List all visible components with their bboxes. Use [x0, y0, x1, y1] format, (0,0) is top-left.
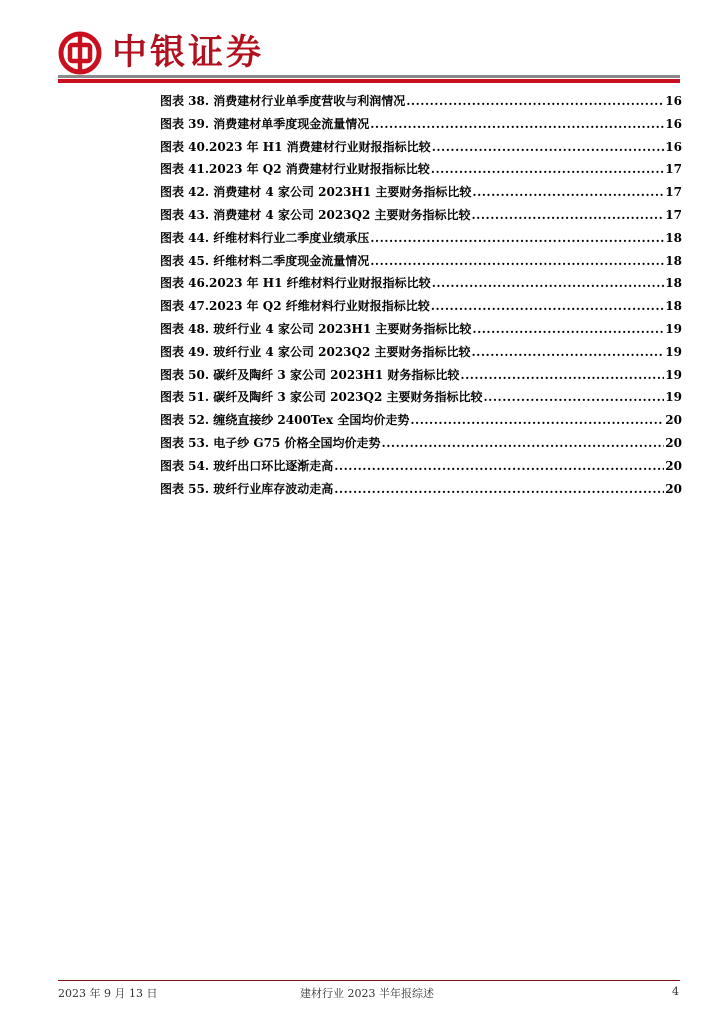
toc-entry-label: 图表 44. 纤维材料行业二季度业绩承压: [160, 230, 370, 245]
toc-entry-label: 图表 46.2023 年 H1 纤维材料行业财报指标比较: [160, 276, 431, 291]
toc-leader-dots: [431, 299, 665, 313]
toc-leader-dots: [472, 208, 665, 222]
toc-entry-page: 16: [665, 139, 682, 154]
toc-entry[interactable]: [160, 115, 682, 138]
figure-list: [160, 92, 682, 502]
toc-entry[interactable]: [160, 434, 682, 457]
toc-entry-page: 17: [665, 185, 682, 200]
toc-leader-dots: [382, 436, 665, 450]
toc-entry-label: 图表 53. 电子纱 G75 价格全国均价走势: [160, 435, 381, 450]
toc-entry[interactable]: [160, 320, 682, 343]
toc-entry-label: 图表 54. 玻纤出口环比逐渐走高: [160, 458, 334, 473]
toc-entry-page: 20: [665, 435, 682, 450]
toc-entry-page: 20: [665, 481, 682, 496]
toc-entry[interactable]: [160, 343, 682, 366]
toc-entry-label: 图表 42. 消费建材 4 家公司 2023H1 主要财务指标比较: [160, 185, 472, 200]
toc-entry[interactable]: [160, 138, 682, 161]
toc-entry[interactable]: [160, 229, 682, 252]
toc-leader-dots: [472, 345, 665, 359]
brand-name: 中银证券: [112, 33, 265, 73]
toc-entry-page: 19: [665, 344, 682, 359]
header-divider-gray: [58, 75, 680, 78]
toc-leader-dots: [410, 413, 664, 427]
toc-entry-page: 20: [665, 458, 682, 473]
toc-leader-dots: [370, 231, 664, 245]
toc-leader-dots: [460, 368, 664, 382]
toc-entry-label: 图表 51. 碳纤及陶纤 3 家公司 2023Q2 主要财务指标比较: [160, 390, 483, 405]
header-divider-red: [58, 79, 680, 83]
toc-entry[interactable]: [160, 366, 682, 389]
toc-entry[interactable]: [160, 183, 682, 206]
toc-entry-page: 18: [665, 230, 682, 245]
toc-entry-label: 图表 52. 缠绕直接纱 2400Tex 全国均价走势: [160, 413, 410, 428]
toc-leader-dots: [484, 390, 665, 404]
toc-leader-dots: [406, 94, 664, 108]
bank-of-china-logo-icon: [58, 31, 102, 75]
toc-entry-label: 图表 40.2023 年 H1 消费建材行业财报指标比较: [160, 139, 431, 154]
toc-leader-dots: [472, 322, 664, 336]
toc-entry-label: 图表 45. 纤维材料二季度现金流量情况: [160, 253, 370, 268]
toc-entry-page: 18: [665, 276, 682, 291]
toc-leader-dots: [432, 140, 665, 154]
footer-divider: [58, 980, 680, 981]
toc-entry-page: 17: [665, 162, 682, 177]
toc-entry-page: 17: [665, 207, 682, 222]
toc-entry[interactable]: [160, 206, 682, 229]
toc-entry[interactable]: [160, 388, 682, 411]
toc-entry-page: 19: [665, 367, 682, 382]
footer-date: 2023 年 9 月 13 日: [58, 987, 158, 1000]
toc-entry-label: 图表 41.2023 年 Q2 消费建材行业财报指标比较: [160, 162, 430, 177]
toc-entry[interactable]: [160, 92, 682, 115]
toc-entry[interactable]: [160, 457, 682, 480]
toc-entry[interactable]: [160, 480, 682, 503]
toc-entry-label: 图表 38. 消费建材行业单季度营收与利润情况: [160, 94, 406, 108]
toc-entry[interactable]: [160, 274, 682, 297]
toc-entry[interactable]: [160, 252, 682, 275]
toc-entry-label: 图表 47.2023 年 Q2 纤维材料行业财报指标比较: [160, 299, 430, 314]
toc-entry-label: 图表 55. 玻纤行业库存波动走高: [160, 481, 334, 496]
footer-report-title: 建材行业 2023 半年报综述: [300, 987, 434, 1000]
toc-entry-page: 16: [665, 94, 682, 108]
toc-entry-page: 20: [665, 413, 682, 428]
toc-entry-label: 图表 50. 碳纤及陶纤 3 家公司 2023H1 财务指标比较: [160, 367, 460, 382]
toc-entry[interactable]: [160, 297, 682, 320]
toc-entry[interactable]: [160, 160, 682, 183]
toc-entry-label: 图表 49. 玻纤行业 4 家公司 2023Q2 主要财务指标比较: [160, 344, 471, 359]
toc-entry-page: 19: [665, 321, 682, 336]
toc-entry-page: 19: [665, 390, 682, 405]
toc-leader-dots: [431, 162, 665, 176]
toc-leader-dots: [370, 254, 664, 268]
toc-leader-dots: [472, 185, 664, 199]
toc-entry-page: 16: [665, 116, 682, 131]
toc-leader-dots: [370, 117, 664, 131]
toc-entry-page: 18: [665, 299, 682, 314]
toc-entry-label: 图表 39. 消费建材单季度现金流量情况: [160, 116, 370, 131]
toc-entry-label: 图表 43. 消费建材 4 家公司 2023Q2 主要财务指标比较: [160, 207, 471, 222]
toc-entry-label: 图表 48. 玻纤行业 4 家公司 2023H1 主要财务指标比较: [160, 321, 472, 336]
toc-leader-dots: [334, 482, 664, 496]
toc-entry[interactable]: [160, 411, 682, 434]
toc-leader-dots: [334, 459, 664, 473]
toc-leader-dots: [432, 276, 665, 290]
footer-page-number: 4: [672, 985, 679, 998]
toc-entry-page: 18: [665, 253, 682, 268]
